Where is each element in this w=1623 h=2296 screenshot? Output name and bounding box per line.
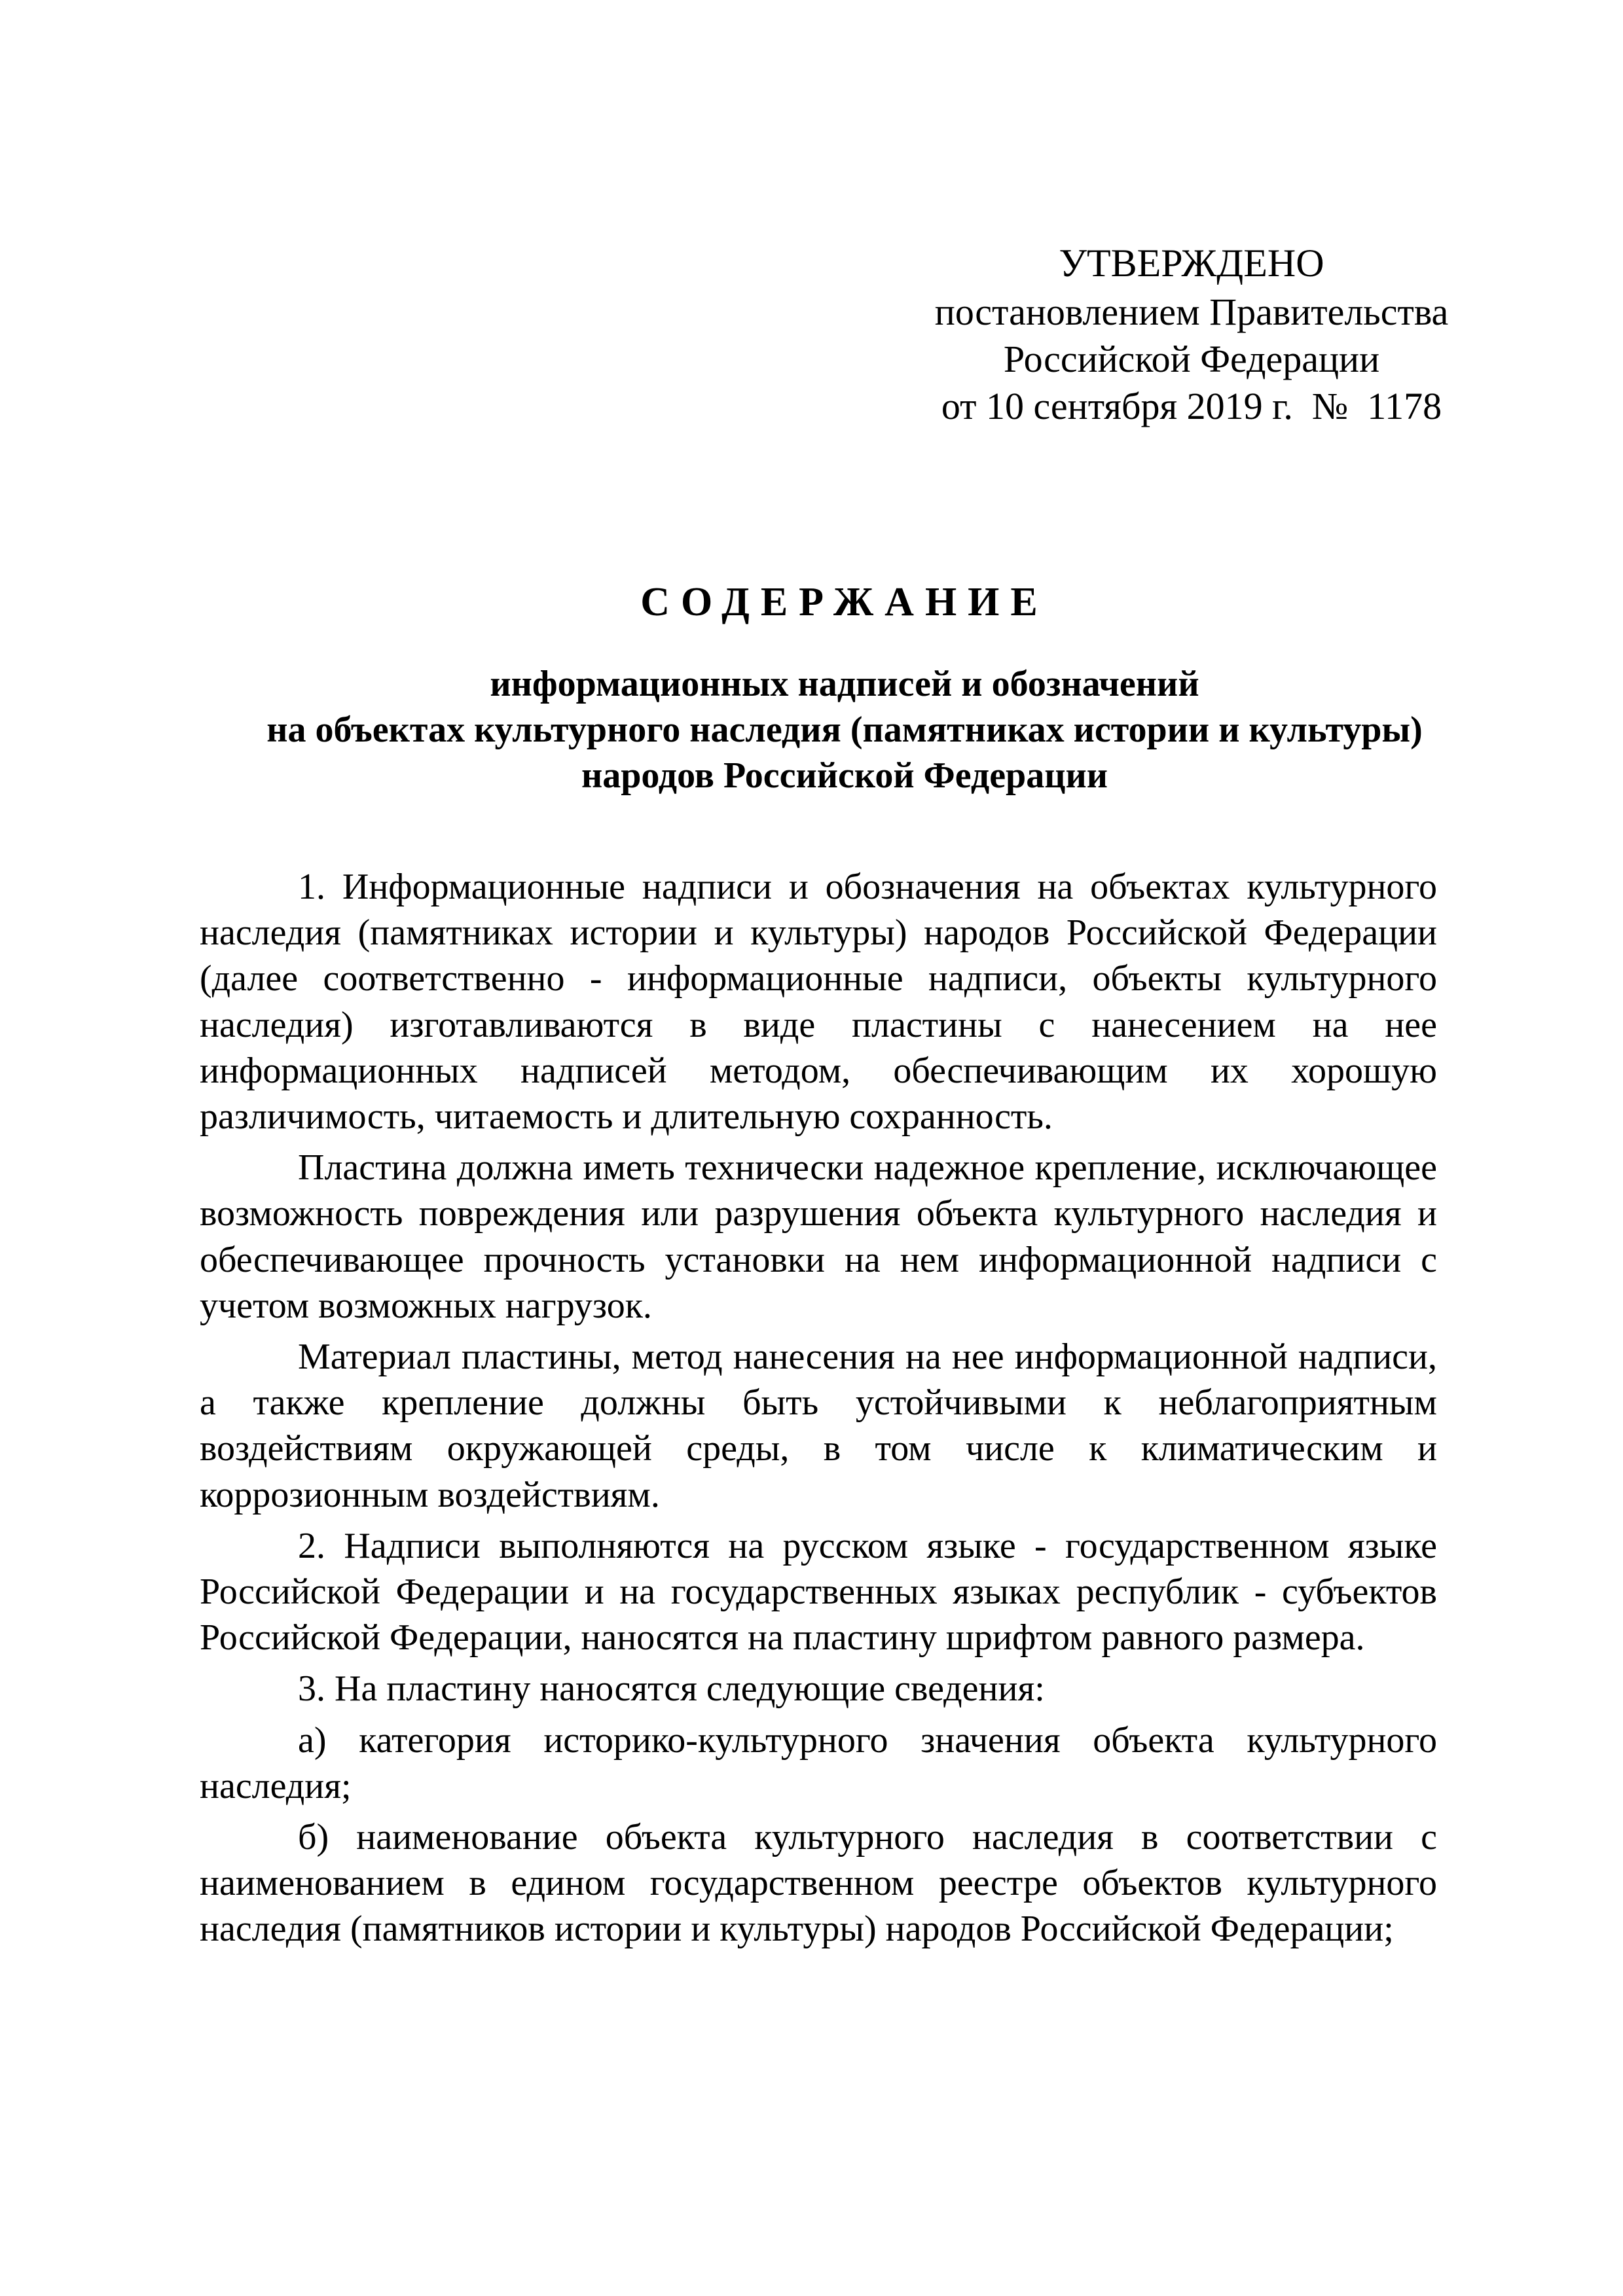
paragraph-4: 2. Надписи выполняются на русском языке - государственном языке Российской Федерации и на государственных языках республик - субъектов Российской Федерации, наносятся на пластину шрифтом равного размера. [200, 1525, 1437, 1659]
document-body [200, 864, 1437, 1958]
approval-line-government: Российской Федерации [1003, 338, 1380, 380]
paragraph-5: 3. На пластину наносятся следующие сведения: [298, 1668, 1045, 1710]
approval-heading: УТВЕРЖДЕНО [1059, 242, 1324, 285]
title-main: СОДЕРЖАНИЕ [640, 580, 1049, 624]
paragraph-6: а) категория историко-культурного значения объекта культурного наследия; [200, 1719, 1437, 1806]
title-subtitle-line-1: информационных надписей и обозначений [490, 664, 1199, 704]
paragraph-3: Материал пластины, метод нанесения на нее информационной надписи, а также крепление должны быть устойчивыми к неблагоприятным воздействиям окружающей среды, в том числе к климатическим и коррозионным воздействиям. [200, 1336, 1437, 1515]
approval-line-decree: постановлением Правительства [934, 291, 1449, 333]
approval-stamp [903, 239, 1480, 430]
paragraph-2: Пластина должна иметь технически надежное крепление, исключающее возможность повреждения или разрушения объекта культурного наследия и обеспечивающее прочность установки на нем информационной надписи с учетом возможных нагрузок. [200, 1147, 1437, 1326]
approval-line-date: от 10 сентября 2019 г. № 1178 [941, 385, 1442, 427]
paragraph-1: 1. Информационные надписи и обозначения на объектах культурного наследия (памятниках истории и культуры) народов Российской Федерации (далее соответственно - информационные надписи, объекты культурного наследия) изготавливаются в виде пластины с нанесением на нее информационных надписей методом, обеспечивающим их хорошую различимость, читаемость и длительную сохранность. [200, 867, 1437, 1138]
document-title [190, 576, 1499, 798]
paragraph-7: б) наименование объекта культурного наследия в соответствии с наименованием в едином государственном реестре объектов культурного наследия (памятников истории и культуры) народов Российской Федерации; [200, 1817, 1437, 1950]
title-subtitle-line-2: на объектах культурного наследия (памятниках истории и культуры) [266, 709, 1423, 750]
title-subtitle-line-3: народов Российской Федерации [581, 755, 1108, 796]
